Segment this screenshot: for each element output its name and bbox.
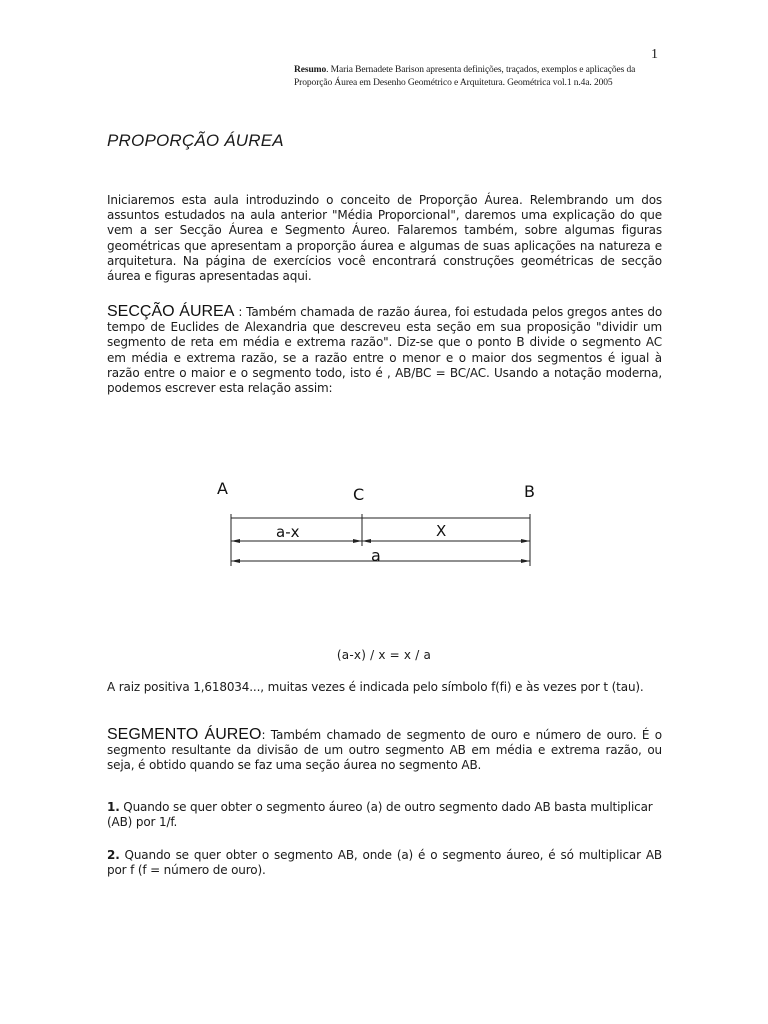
numbered-item-1 [107, 800, 662, 830]
segmento-heading: SEGMENTO ÁUREO [107, 726, 262, 743]
seccao-heading: SECÇÃO ÁUREA [107, 303, 235, 320]
item-2-number: 2. [107, 848, 120, 862]
item-2-text: Quando se quer obter o segmento AB, onde (a) é o segmento áureo, é só multiplicar AB por f (f = número de ouro). [107, 848, 662, 878]
arrowhead-ax-right [353, 539, 362, 543]
golden-ratio-formula: (a-x) / x = x / a [336, 648, 432, 662]
page-number: 1 [651, 47, 658, 62]
point-c-label: C [353, 485, 365, 504]
dimension-label-x: X [436, 522, 447, 540]
abstract-note [294, 64, 664, 89]
arrowhead-a-left [231, 559, 240, 563]
abstract-label: Resumo [294, 65, 327, 75]
segmento-text: : Também chamado de segmento de ouro e número de ouro. É o segmento resultante da divisão de um outro segmento AB em média e extrema razão, ou seja, é obtido quando se faz uma seção áurea no segmento AB. [107, 728, 662, 773]
positive-root-paragraph: A raiz positiva 1,618034..., muitas vezes é indicada pelo símbolo f(fi) e às vezes por t (tau). [107, 680, 644, 694]
arrowhead-a-right [521, 559, 530, 563]
dimension-label-a: a [371, 546, 381, 565]
item-1-number: 1. [107, 800, 120, 814]
page-title: PROPORÇÃO ÁUREA [107, 131, 284, 150]
numbered-item-2 [107, 848, 662, 878]
dimension-label-ax: a-x [276, 523, 300, 541]
seccao-paragraph [107, 304, 662, 396]
arrowhead-x-right [521, 539, 530, 543]
segmento-paragraph [107, 727, 662, 774]
point-b-label: B [524, 482, 535, 501]
golden-section-diagram [210, 470, 550, 580]
arrowhead-ax-left [231, 539, 240, 543]
point-a-label: A [217, 479, 228, 498]
abstract-text: . Maria Bernadete Barison apresenta definições, traçados, exemplos e aplicações da Proporção Áurea em Desenho Geométrico e Arquitetura. Geométrica vol.1 n.4a. 2005 [294, 65, 636, 88]
seccao-text: : Também chamada de razão áurea, foi estudada pelos gregos antes do tempo de Euclides de Alexandria que descreveu esta seção em sua proposição "dividir um segmento de reta em média e extrema razão". Diz-se que o ponto B divide o segmento AC em média e extrema razão, se a razão entre o menor e o maior dos segmentos é igual à razão entre o maior e o segmento todo, isto é , AB/BC = BC/AC. Usando a notação moderna, podemos escrever esta relação assim: [107, 305, 663, 396]
item-1-text: Quando se quer obter o segmento áureo (a) de outro segmento dado AB basta multiplicar (AB) por 1/f. [107, 800, 653, 830]
intro-paragraph: Iniciaremos esta aula introduzindo o conceito de Proporção Áurea. Relembrando um dos assuntos estudados na aula anterior "Média Proporcional", daremos uma explicação do que vem a ser Secção Áurea e Segmento Áureo. Falaremos também, sobre algumas figuras geométricas que apresentam a proporção áurea e algumas de suas aplicações na natureza e arquitetura. Na página de exercícios você encontrará construções geométricas de secção áurea e figuras apresentadas aqui. [107, 193, 662, 284]
arrowhead-x-left [362, 539, 371, 543]
